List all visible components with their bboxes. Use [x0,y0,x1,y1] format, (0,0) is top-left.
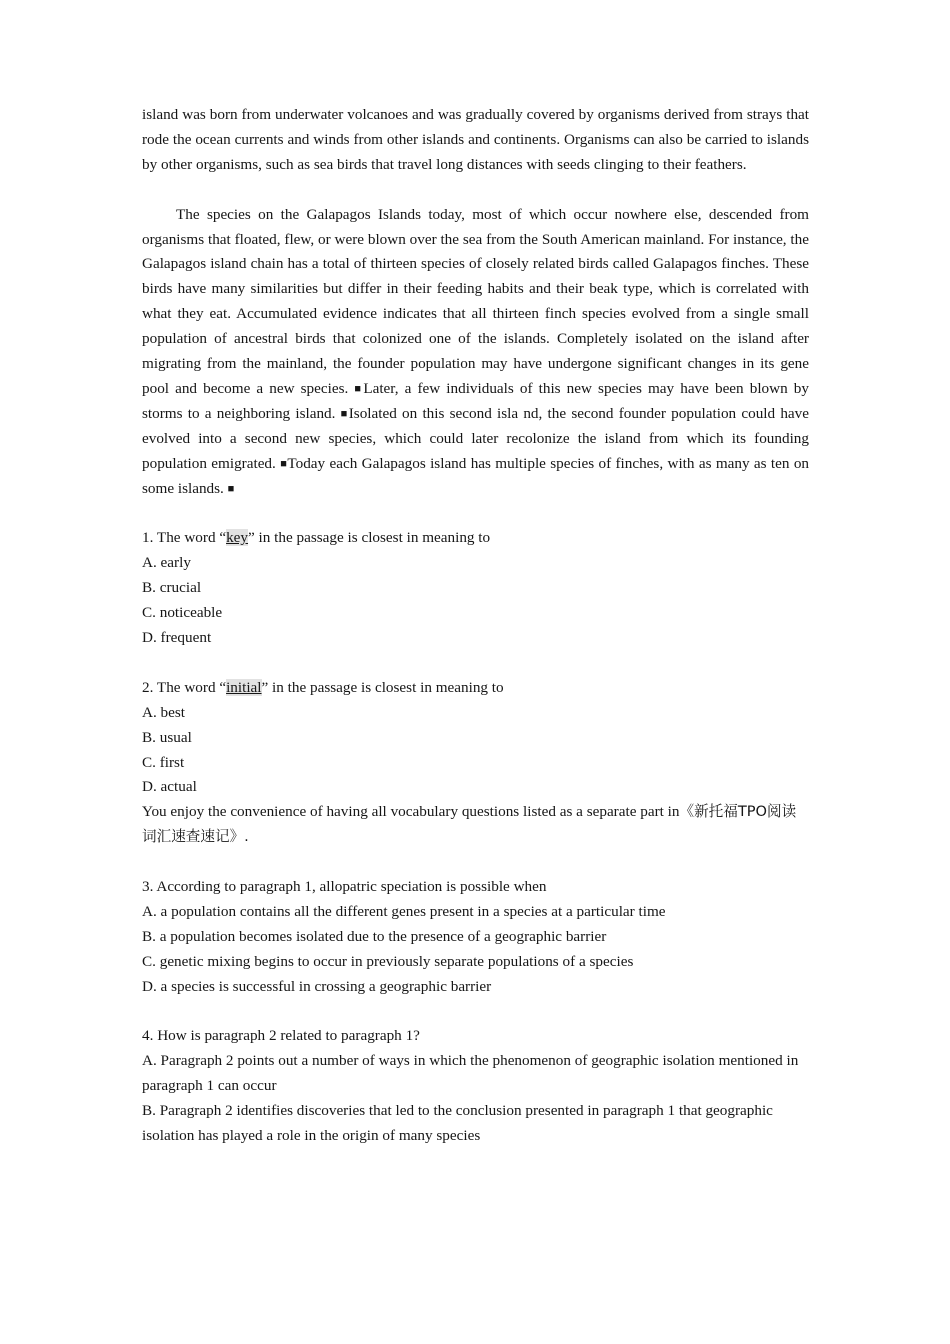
question-2-highlighted-word[interactable]: initial [226,678,262,696]
insertion-square-marker-4[interactable]: ■ [227,482,235,495]
vocabulary-note-cjk-title: 《新托福TPO阅读词汇速查速记》. [142,803,797,846]
paragraph-gap [142,178,809,203]
vocabulary-note-english: You enjoy the convenience of having all vocabulary questions listed as a separate part in [142,803,680,821]
question-1-option-c[interactable]: C. noticeable [142,604,223,622]
question-4-option-a[interactable]: A. Paragraph 2 points out a number of ways in which the phenomenon of geographic isolation mentioned in paragraph 1 can occur [142,1052,799,1095]
passage-segment-3: Isolated on this second isla nd, the second founder population could have evolved into a second new species, which could later recolonize the island from which its founding population emigrated. [142,404,809,472]
section-gap-3 [142,850,809,875]
passage-paragraph-galapagos [142,203,809,502]
question-2-stem-before: 2. The word “ [142,678,227,696]
question-1-stem-after: ” in the passage is closest in meaning to [248,529,491,547]
insertion-square-marker-2[interactable]: ■ [340,407,349,420]
question-4-option-b[interactable]: B. Paragraph 2 identifies discoveries that led to the conclusion presented in paragraph 1 that geographic isolation has played a role in the origin of many species [142,1102,773,1145]
question-2 [142,676,809,850]
question-1-stem [142,526,809,551]
question-3-option-c[interactable]: C. genetic mixing begins to occur in previously separate populations of a species [142,952,634,970]
question-1-highlighted-word[interactable]: key [226,529,249,547]
question-3-option-b[interactable]: B. a population becomes isolated due to the presence of a geographic barrier [142,927,607,945]
question-1-option-a[interactable]: A. early [142,554,191,572]
passage-segment-2: Later, a few individuals of this new species may have been blown by storms to a neighboring island. [142,379,809,422]
passage-paragraph-continued: island was born from underwater volcanoes and was gradually covered by organisms derived from strays that rode the ocean currents and winds from other islands and continents. Organisms can also be carried to islands by other organisms, such as sea birds that travel long distances with seeds clinging to their feathers. [142,106,809,173]
passage-segment-4: Today each Galapagos island has multiple species of finches, with as many as ten on some islands. [142,454,810,497]
question-2-option-d[interactable]: D. actual [142,778,197,796]
question-4 [142,1024,809,1149]
question-2-stem-after: ” in the passage is closest in meaning to [261,678,504,696]
question-2-option-c[interactable]: C. first [142,753,185,771]
question-1 [142,526,809,651]
question-3-stem: 3. According to paragraph 1, allopatric speciation is possible when [142,878,547,896]
insertion-square-marker-3[interactable]: ■ [280,457,288,470]
question-1-option-b[interactable]: B. crucial [142,579,202,597]
question-2-stem [142,676,809,701]
question-2-option-b[interactable]: B. usual [142,728,192,746]
question-1-stem-before: 1. The word “ [142,529,227,547]
passage-segment-1: The species on the Galapagos Islands today, most of which occur nowhere else, descended from organisms that floated, flew, or were blown over the sea from the South American mainland. For instance, the Galapagos island chain has a total of thirteen species of closely related birds called Galapagos finches. These birds have many similarities but differ in their feeding habits and their beak type, which is correlated with what they eat. Accumulated evidence indicates that all thirteen finch species evolved from a single small population of ancestral birds that colonized one of the islands. Completely isolated on the island after migrating from the mainland, the founder population may have undergone significant changes in its gene pool and become a new species. [142,205,809,397]
question-4-stem: 4. How is paragraph 2 related to paragraph 1? [142,1027,420,1045]
question-3 [142,875,809,1000]
section-gap-1 [142,501,809,526]
question-3-option-d[interactable]: D. a species is successful in crossing a geographic barrier [142,977,492,995]
question-1-option-d[interactable]: D. frequent [142,629,212,646]
section-gap-2 [142,651,809,676]
question-3-option-a[interactable]: A. a population contains all the different genes present in a species at a particular time [142,902,666,920]
question-2-option-a[interactable]: A. best [142,703,186,721]
document-body [142,103,809,1149]
section-gap-4 [142,1000,809,1025]
insertion-square-marker-1[interactable]: ■ [354,382,364,395]
vocabulary-note [142,800,809,850]
